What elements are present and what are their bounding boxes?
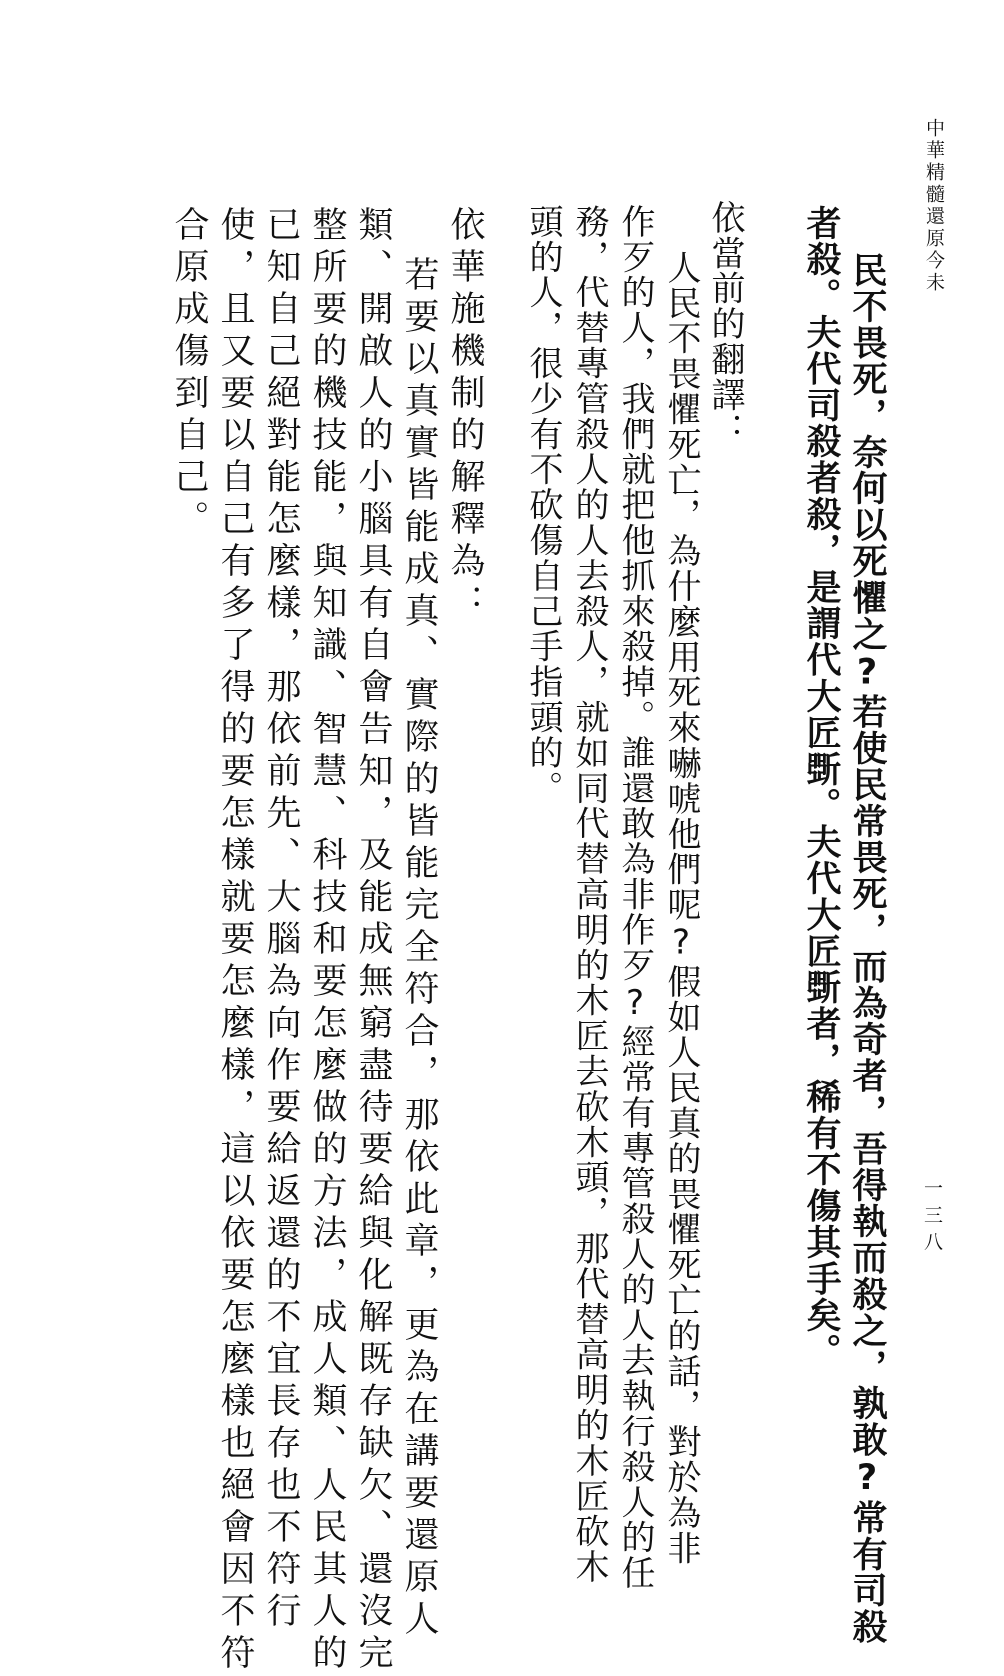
interpretation-line: 合原成傷到自己。 (169, 206, 209, 542)
translation-line: 頭的人，很少有不砍傷自己手指頭的。 (523, 204, 563, 806)
translation-line: 務，代替專管殺人的人去殺人，就如同代替高明的木匠去砍木頭，那代替高明的木匠砍木 (569, 204, 609, 1585)
original-text-line: 民不畏死，奈何以死懼之?若使民常畏死，而為奇者，吾得執而殺之，孰敢?常有司殺 (847, 252, 887, 1646)
book-title-header: 中華精髓還原今未 (923, 118, 945, 294)
translation-line: 作歹的人，我們就把他抓來殺掉。誰還敢為非作歹?經常有專管殺人的人去執行殺人的任 (615, 204, 655, 1591)
interpretation-line: 類、開啟人的小腦具有自會告知，及能成無窮盡待要給與化解既存缺欠、還沒完 (353, 206, 393, 1676)
translation-heading: 依當前的翻譯： (705, 200, 745, 448)
interpretation-line: 使，且又要以自己有多了得的要怎樣就要怎麼樣，這以依要怎麼樣也絕會因不符 (215, 206, 255, 1676)
interpretation-line: 若要以真實皆能成真、實際的皆能完全符合，那依此章，更為在講要還原人 (399, 256, 439, 1642)
original-text-line: 者殺。夫代司殺者殺，是謂代大匠斲。夫代大匠斲者，稀有不傷其手矣。 (801, 205, 841, 1370)
interpretation-line: 已知自己絕對能怎麼樣，那依前先、大腦為向作要給返還的不宜長存也不符行 (261, 206, 301, 1634)
page-number: 一三八 (921, 1178, 943, 1259)
interpretation-line: 整所要的機技能，與知識、智慧、科技和要怎麼做的方法，成人類、人民其人的 (307, 206, 347, 1676)
translation-line: 人民不畏懼死亡，為什麼用死來嚇唬他們呢?假如人民真的畏懼死亡的話，對於為非 (661, 250, 701, 1566)
interpretation-heading: 依華施機制的解釋為： (445, 206, 485, 626)
